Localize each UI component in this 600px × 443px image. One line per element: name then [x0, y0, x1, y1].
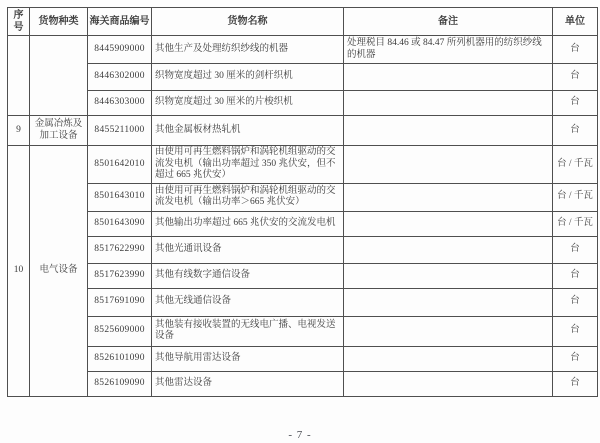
column-header-unit: 单位 [553, 8, 598, 36]
table-row [8, 211, 598, 236]
remark-cell [344, 183, 553, 211]
table-row [8, 236, 598, 263]
category-cell: 电气设备 [30, 146, 88, 397]
column-header-serial: 序号 [8, 8, 30, 36]
unit-cell: 台 / 千瓦 [553, 146, 598, 184]
remark-cell [344, 316, 553, 346]
unit-cell: 台 / 千瓦 [553, 183, 598, 211]
code-cell: 8446302000 [88, 64, 152, 91]
unit-cell: 台 [553, 91, 598, 116]
remark-cell [344, 346, 553, 371]
unit-cell: 台 [553, 316, 598, 346]
name-cell: 由使用可再生燃料锅炉和涡轮机组驱动的交流发电机（输出功率超过 350 兆伏安，但不超过 665 兆伏安） [152, 146, 344, 184]
remark-cell [344, 371, 553, 396]
name-cell: 其他雷达设备 [152, 371, 344, 396]
unit-cell: 台 [553, 371, 598, 396]
remark-cell [344, 236, 553, 263]
goods-table [7, 7, 598, 397]
name-cell: 其他生产及处理纺织纱线的机器 [152, 36, 344, 64]
code-cell: 8526101090 [88, 346, 152, 371]
column-header-remark: 备注 [344, 8, 553, 36]
table-row [8, 91, 598, 116]
code-cell: 8525609000 [88, 316, 152, 346]
code-cell: 8446303000 [88, 91, 152, 116]
unit-cell: 台 [553, 346, 598, 371]
serial-cell [8, 36, 30, 116]
page-number: - 7 - [288, 429, 312, 441]
remark-cell [344, 211, 553, 236]
category-cell [30, 36, 88, 116]
table-row [8, 346, 598, 371]
remark-cell [344, 288, 553, 316]
unit-cell: 台 [553, 36, 598, 64]
unit-cell: 台 [553, 263, 598, 288]
name-cell: 织物宽度超过 30 厘米的剑杆织机 [152, 64, 344, 91]
remark-cell [344, 64, 553, 91]
table-row [8, 146, 598, 184]
table-row [8, 316, 598, 346]
column-header-code: 海关商品编号 [88, 8, 152, 36]
name-cell: 其他无线通信设备 [152, 288, 344, 316]
code-cell: 8517623990 [88, 263, 152, 288]
code-cell: 8517691090 [88, 288, 152, 316]
category-cell: 金属冶炼及加工设备 [30, 116, 88, 146]
table-row [8, 183, 598, 211]
name-cell: 由使用可再生燃料锅炉和涡轮机组驱动的交流发电机（输出功率＞665 兆伏安） [152, 183, 344, 211]
code-cell: 8445909000 [88, 36, 152, 64]
name-cell: 其他有线数字通信设备 [152, 263, 344, 288]
name-cell: 其他导航用雷达设备 [152, 346, 344, 371]
code-cell: 8517622990 [88, 236, 152, 263]
remark-cell [344, 146, 553, 184]
remark-cell [344, 91, 553, 116]
column-header-name: 货物名称 [152, 8, 344, 36]
serial-cell: 10 [8, 146, 30, 397]
code-cell: 8501643010 [88, 183, 152, 211]
remark-cell [344, 116, 553, 146]
code-cell: 8501643090 [88, 211, 152, 236]
table-row [8, 263, 598, 288]
unit-cell: 台 [553, 288, 598, 316]
code-cell: 8501642010 [88, 146, 152, 184]
header-row [8, 8, 598, 36]
name-cell: 织物宽度超过 30 厘米的片梭织机 [152, 91, 344, 116]
table-row [8, 116, 598, 146]
unit-cell: 台 / 千瓦 [553, 211, 598, 236]
code-cell: 8455211000 [88, 116, 152, 146]
table-row [8, 288, 598, 316]
table-row [8, 64, 598, 91]
name-cell: 其他金属板材热轧机 [152, 116, 344, 146]
table-row [8, 371, 598, 396]
name-cell: 其他光通讯设备 [152, 236, 344, 263]
serial-cell: 9 [8, 116, 30, 146]
table-row [8, 36, 598, 64]
name-cell: 其他装有接收装置的无线电广播、电视发送设备 [152, 316, 344, 346]
column-header-category: 货物种类 [30, 8, 88, 36]
unit-cell: 台 [553, 64, 598, 91]
unit-cell: 台 [553, 236, 598, 263]
remark-cell: 处理税目 84.46 或 84.47 所列机器用的纺织纱线的机器 [344, 36, 553, 64]
unit-cell: 台 [553, 116, 598, 146]
name-cell: 其他输出功率超过 665 兆伏安的交流发电机 [152, 211, 344, 236]
code-cell: 8526109090 [88, 371, 152, 396]
remark-cell [344, 263, 553, 288]
